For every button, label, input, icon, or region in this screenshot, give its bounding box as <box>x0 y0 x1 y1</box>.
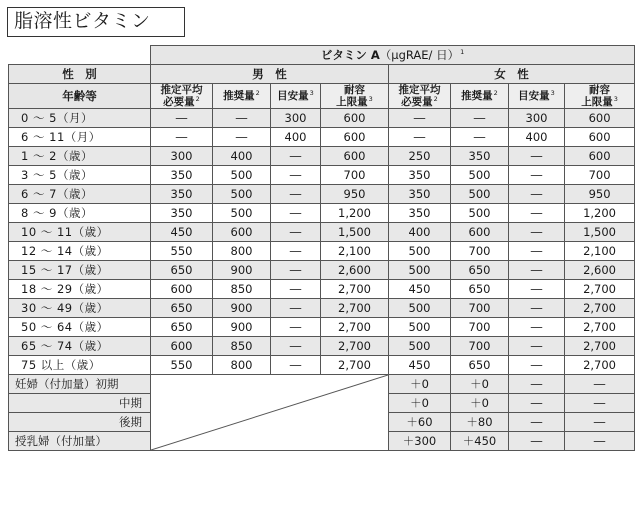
lactating-label: 授乳婦（付加量） <box>9 432 151 451</box>
female-value-3: ― <box>509 280 565 299</box>
col-header-m-2 <box>213 84 271 109</box>
female-value-2: 500 <box>451 204 509 223</box>
col-header-f-3 <box>509 84 565 109</box>
male-value-2: 500 <box>213 166 271 185</box>
diagonal-line <box>151 375 388 450</box>
age-cell: 65 ～ 74（歳） <box>9 337 151 356</box>
col-header-text: 必要量 <box>163 96 195 108</box>
male-value-3: ― <box>271 185 321 204</box>
nutrient-header <box>151 46 635 65</box>
age-label: 年齢等 <box>9 84 151 109</box>
nutrient-unit: （μgRAE/ 日） <box>379 48 460 62</box>
nutrient-note: 1 <box>460 48 465 57</box>
table-row <box>9 166 635 185</box>
col-header-f-2 <box>451 84 509 109</box>
male-value-1: 550 <box>151 242 213 261</box>
male-value-1: 450 <box>151 223 213 242</box>
table-row <box>9 147 635 166</box>
col-header-note: 3 <box>550 88 555 97</box>
female-value-2: 700 <box>451 318 509 337</box>
male-value-4: 2,700 <box>321 299 389 318</box>
male-value-2: ― <box>213 128 271 147</box>
female-value-2: ― <box>451 128 509 147</box>
col-header-text: 目安量 <box>518 90 550 102</box>
col-header-text: 推定平均 <box>160 84 203 96</box>
age-cell: 1 ～ 2（歳） <box>9 147 151 166</box>
male-value-1: 550 <box>151 356 213 375</box>
age-cell: 0 ～ 5（月） <box>9 109 151 128</box>
female-value-3: ― <box>509 242 565 261</box>
female-addition-1: ＋300 <box>389 432 451 451</box>
male-value-3: ― <box>271 223 321 242</box>
female-value-1: 350 <box>389 204 451 223</box>
male-value-3: 300 <box>271 109 321 128</box>
male-value-2: 850 <box>213 280 271 299</box>
late-label: 後期 <box>9 413 151 432</box>
female-value-3: ― <box>509 318 565 337</box>
table-row <box>9 337 635 356</box>
female-value-3: ― <box>509 299 565 318</box>
female-value-2: 700 <box>451 299 509 318</box>
age-cell: 12 ～ 14（歳） <box>9 242 151 261</box>
female-value-3: 300 <box>509 109 565 128</box>
female-addition-4: ― <box>565 394 635 413</box>
col-header-note: 3 <box>309 88 314 97</box>
pregnancy-row <box>9 375 635 394</box>
corner-blank <box>9 46 151 65</box>
col-header-note: 2 <box>493 88 498 97</box>
female-addition-1: ＋0 <box>389 394 451 413</box>
col-header-note: 2 <box>255 88 260 97</box>
female-addition-2: ＋0 <box>451 375 509 394</box>
page-title: 脂溶性ビタミン <box>7 7 185 37</box>
col-header-text: 推奨量 <box>223 90 255 102</box>
male-value-3: ― <box>271 261 321 280</box>
male-value-4: 2,100 <box>321 242 389 261</box>
table-row <box>9 128 635 147</box>
male-value-2: 800 <box>213 242 271 261</box>
age-cell: 10 ～ 11（歳） <box>9 223 151 242</box>
male-value-3: ― <box>271 318 321 337</box>
female-addition-1: ＋0 <box>389 375 451 394</box>
age-cell: 3 ～ 5（歳） <box>9 166 151 185</box>
col-header-m-4 <box>321 84 389 109</box>
female-addition-4: ― <box>565 413 635 432</box>
nutrient-name: ビタミン A <box>320 48 380 62</box>
female-value-1: 450 <box>389 280 451 299</box>
col-header-note: 3 <box>368 94 373 103</box>
male-value-2: 600 <box>213 223 271 242</box>
female-addition-3: ― <box>509 394 565 413</box>
female-value-1: 350 <box>389 185 451 204</box>
female-value-2: 700 <box>451 242 509 261</box>
male-value-3: ― <box>271 337 321 356</box>
table-row <box>9 204 635 223</box>
table-row <box>9 242 635 261</box>
male-value-1: 350 <box>151 166 213 185</box>
table-row <box>9 109 635 128</box>
male-na-diagonal <box>151 375 389 451</box>
female-value-4: 2,100 <box>565 242 635 261</box>
male-value-3: ― <box>271 204 321 223</box>
male-value-1: 650 <box>151 261 213 280</box>
female-value-1: 250 <box>389 147 451 166</box>
col-header-f-1 <box>389 84 451 109</box>
male-value-4: 2,700 <box>321 318 389 337</box>
mid-label: 中期 <box>9 394 151 413</box>
female-value-2: 650 <box>451 356 509 375</box>
col-header-text: 耐容 <box>344 84 365 96</box>
female-value-4: 950 <box>565 185 635 204</box>
male-value-2: 900 <box>213 318 271 337</box>
male-value-1: 300 <box>151 147 213 166</box>
female-value-4: 600 <box>565 128 635 147</box>
female-addition-3: ― <box>509 413 565 432</box>
male-value-3: ― <box>271 299 321 318</box>
female-value-4: 2,700 <box>565 318 635 337</box>
vitamin-a-table <box>8 45 635 451</box>
age-cell: 30 ～ 49（歳） <box>9 299 151 318</box>
female-addition-3: ― <box>509 432 565 451</box>
col-header-text: 必要量 <box>401 96 433 108</box>
male-value-2: 500 <box>213 185 271 204</box>
male-value-2: 900 <box>213 261 271 280</box>
female-addition-2: ＋80 <box>451 413 509 432</box>
table-row <box>9 280 635 299</box>
female-value-4: 700 <box>565 166 635 185</box>
female-value-4: 1,200 <box>565 204 635 223</box>
male-value-4: 2,700 <box>321 280 389 299</box>
age-cell: 8 ～ 9（歳） <box>9 204 151 223</box>
female-value-1: 350 <box>389 166 451 185</box>
male-value-4: 2,700 <box>321 337 389 356</box>
female-value-4: 2,700 <box>565 299 635 318</box>
female-value-4: 1,500 <box>565 223 635 242</box>
male-value-1: ― <box>151 109 213 128</box>
female-value-4: 600 <box>565 147 635 166</box>
col-header-text: 推奨量 <box>461 90 493 102</box>
male-value-2: 900 <box>213 299 271 318</box>
female-value-1: 400 <box>389 223 451 242</box>
female-value-3: ― <box>509 356 565 375</box>
table-row <box>9 261 635 280</box>
age-cell: 15 ～ 17（歳） <box>9 261 151 280</box>
female-value-1: 500 <box>389 318 451 337</box>
female-value-2: 500 <box>451 185 509 204</box>
male-value-1: 350 <box>151 204 213 223</box>
female-value-2: 600 <box>451 223 509 242</box>
male-value-2: 800 <box>213 356 271 375</box>
table-row <box>9 223 635 242</box>
table-row <box>9 185 635 204</box>
female-addition-4: ― <box>565 432 635 451</box>
male-value-4: 2,600 <box>321 261 389 280</box>
male-value-1: 600 <box>151 337 213 356</box>
female-addition-1: ＋60 <box>389 413 451 432</box>
col-header-text: 上限量 <box>336 96 368 108</box>
female-value-1: 500 <box>389 337 451 356</box>
female-addition-2: ＋0 <box>451 394 509 413</box>
female-value-2: 650 <box>451 261 509 280</box>
table-row <box>9 318 635 337</box>
female-value-1: ― <box>389 128 451 147</box>
col-header-text: 上限量 <box>581 96 613 108</box>
female-value-3: ― <box>509 337 565 356</box>
col-header-note: 3 <box>613 94 618 103</box>
female-value-2: 500 <box>451 166 509 185</box>
col-header-f-4 <box>565 84 635 109</box>
male-value-2: 850 <box>213 337 271 356</box>
female-value-2: ― <box>451 109 509 128</box>
col-header-m-3 <box>271 84 321 109</box>
male-value-3: ― <box>271 147 321 166</box>
female-value-4: 2,700 <box>565 356 635 375</box>
pregnant-label: 妊婦（付加量）初期 <box>9 375 151 394</box>
age-cell: 6 ～ 7（歳） <box>9 185 151 204</box>
male-value-3: ― <box>271 280 321 299</box>
female-value-1: 500 <box>389 242 451 261</box>
female-addition-3: ― <box>509 375 565 394</box>
male-value-4: 2,700 <box>321 356 389 375</box>
female-value-3: ― <box>509 204 565 223</box>
col-header-m-1 <box>151 84 213 109</box>
female-value-3: ― <box>509 166 565 185</box>
col-header-text: 耐容 <box>589 84 611 96</box>
age-cell: 6 ～ 11（月） <box>9 128 151 147</box>
male-value-1: 650 <box>151 318 213 337</box>
col-header-text: 推定平均 <box>398 84 441 96</box>
female-value-4: 2,600 <box>565 261 635 280</box>
female-value-4: 2,700 <box>565 280 635 299</box>
male-value-4: 1,200 <box>321 204 389 223</box>
male-value-2: 400 <box>213 147 271 166</box>
female-value-1: 500 <box>389 299 451 318</box>
age-cell: 18 ～ 29（歳） <box>9 280 151 299</box>
female-value-2: 350 <box>451 147 509 166</box>
male-value-4: 600 <box>321 147 389 166</box>
sex-label: 性 別 <box>9 65 151 84</box>
table-row <box>9 299 635 318</box>
female-header: 女 性 <box>389 65 635 84</box>
male-header: 男 性 <box>151 65 389 84</box>
female-value-3: 400 <box>509 128 565 147</box>
male-value-2: 500 <box>213 204 271 223</box>
female-value-4: 600 <box>565 109 635 128</box>
male-value-1: 600 <box>151 280 213 299</box>
female-addition-4: ― <box>565 375 635 394</box>
female-value-1: 500 <box>389 261 451 280</box>
male-value-4: 600 <box>321 128 389 147</box>
col-header-text: 目安量 <box>277 90 309 102</box>
male-value-1: ― <box>151 128 213 147</box>
female-value-2: 700 <box>451 337 509 356</box>
female-value-2: 650 <box>451 280 509 299</box>
female-value-3: ― <box>509 261 565 280</box>
female-value-1: 450 <box>389 356 451 375</box>
male-value-4: 1,500 <box>321 223 389 242</box>
male-value-3: ― <box>271 242 321 261</box>
female-addition-2: ＋450 <box>451 432 509 451</box>
table-row <box>9 356 635 375</box>
female-value-1: ― <box>389 109 451 128</box>
male-value-1: 650 <box>151 299 213 318</box>
male-value-3: ― <box>271 166 321 185</box>
male-value-3: 400 <box>271 128 321 147</box>
age-cell: 50 ～ 64（歳） <box>9 318 151 337</box>
col-header-note: 2 <box>195 94 200 103</box>
female-value-4: 2,700 <box>565 337 635 356</box>
age-cell: 75 以上（歳） <box>9 356 151 375</box>
female-value-3: ― <box>509 223 565 242</box>
male-value-1: 350 <box>151 185 213 204</box>
male-value-2: ― <box>213 109 271 128</box>
male-value-4: 700 <box>321 166 389 185</box>
col-header-note: 2 <box>433 94 438 103</box>
female-value-3: ― <box>509 185 565 204</box>
female-value-3: ― <box>509 147 565 166</box>
male-value-4: 600 <box>321 109 389 128</box>
male-value-3: ― <box>271 356 321 375</box>
male-value-4: 950 <box>321 185 389 204</box>
